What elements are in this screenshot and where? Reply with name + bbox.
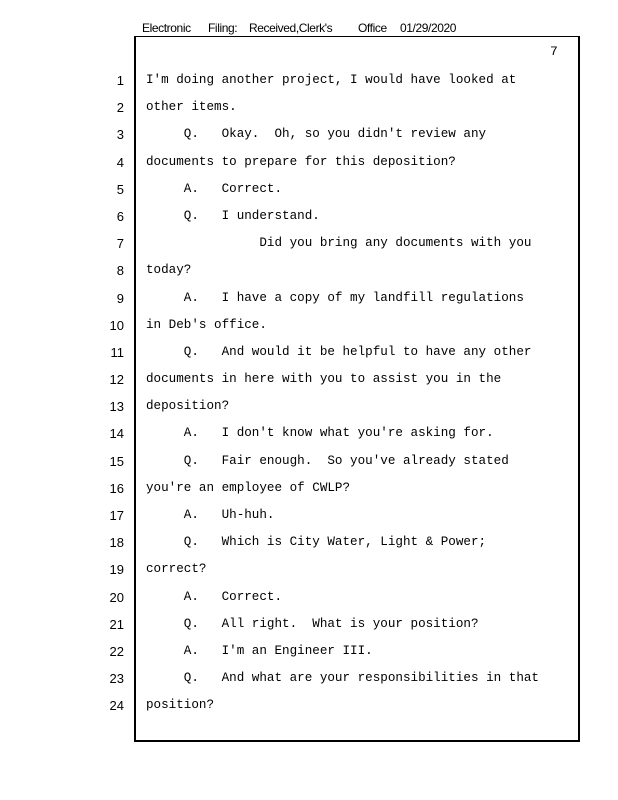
electronic-filing-stamp xyxy=(142,21,582,37)
line-number: 20 xyxy=(109,589,124,605)
line-number: 13 xyxy=(109,399,124,415)
line-number: 12 xyxy=(109,372,124,388)
line-number: 8 xyxy=(116,263,124,279)
line-number: 9 xyxy=(116,290,124,306)
transcript-line: Q. And what are your responsibilities in that xyxy=(146,671,539,686)
line-number-column xyxy=(96,67,124,720)
line-number: 19 xyxy=(109,562,124,578)
line-number: 16 xyxy=(109,480,124,496)
transcript-line: Q. Fair enough. So you've already stated xyxy=(146,453,509,468)
transcript-line: documents in here with you to assist you in the xyxy=(146,372,502,387)
transcript-line: position? xyxy=(146,698,215,713)
transcript-line: in Deb's office. xyxy=(146,317,267,332)
transcript-line: A. I have a copy of my landfill regulations xyxy=(146,290,524,305)
transcript-line: deposition? xyxy=(146,399,230,414)
line-number: 11 xyxy=(110,344,124,360)
filing-stamp-word: 01/29/2020 xyxy=(400,21,457,35)
line-number: 10 xyxy=(109,317,124,333)
transcript-line: I'm doing another project, I would have looked at xyxy=(146,73,517,87)
line-number: 4 xyxy=(116,154,124,170)
filing-stamp-word: Electronic xyxy=(142,21,191,35)
line-number: 3 xyxy=(116,127,124,143)
line-number: 6 xyxy=(116,208,124,224)
transcript-line: A. Correct. xyxy=(146,181,283,196)
transcript-line: Did you bring any documents with you xyxy=(146,236,532,251)
filing-stamp-word: Received,Clerk's xyxy=(249,21,333,35)
transcript-body xyxy=(146,67,576,720)
transcript-line: you're an employee of CWLP? xyxy=(146,480,351,495)
transcript-line: documents to prepare for this deposition? xyxy=(146,154,456,169)
line-number: 7 xyxy=(116,236,124,252)
transcript-line: A. I don't know what you're asking for. xyxy=(146,426,494,441)
line-number: 17 xyxy=(109,508,124,523)
transcript-line: Q. I understand. xyxy=(146,208,320,223)
line-number: 2 xyxy=(116,100,124,116)
line-number: 21 xyxy=(109,616,124,632)
transcript-line: other items. xyxy=(146,100,237,115)
line-number: 18 xyxy=(109,535,124,551)
transcript-line: Q. Okay. Oh, so you didn't review any xyxy=(146,127,487,142)
line-number: 14 xyxy=(109,426,124,442)
transcript-line: Q. All right. What is your position? xyxy=(146,616,479,631)
transcript-line: A. I'm an Engineer III. xyxy=(146,643,373,658)
line-number: 15 xyxy=(109,453,124,469)
line-number: 1 xyxy=(116,73,124,88)
page-number: 7 xyxy=(550,44,558,59)
transcript-line: today? xyxy=(146,263,192,278)
line-number: 22 xyxy=(109,643,124,659)
line-number: 24 xyxy=(109,698,124,714)
transcript-line: A. Uh-huh. xyxy=(146,508,275,522)
filing-stamp-word: Office xyxy=(358,21,387,35)
transcript-line: Q. And would it be helpful to have any other xyxy=(146,344,532,359)
line-number: 5 xyxy=(116,181,124,197)
filing-stamp-word: Filing: xyxy=(208,21,238,35)
line-number: 23 xyxy=(109,671,124,687)
transcript-line: correct? xyxy=(146,562,207,577)
transcript-line: Q. Which is City Water, Light & Power; xyxy=(146,535,487,550)
transcript-line: A. Correct. xyxy=(146,589,283,604)
